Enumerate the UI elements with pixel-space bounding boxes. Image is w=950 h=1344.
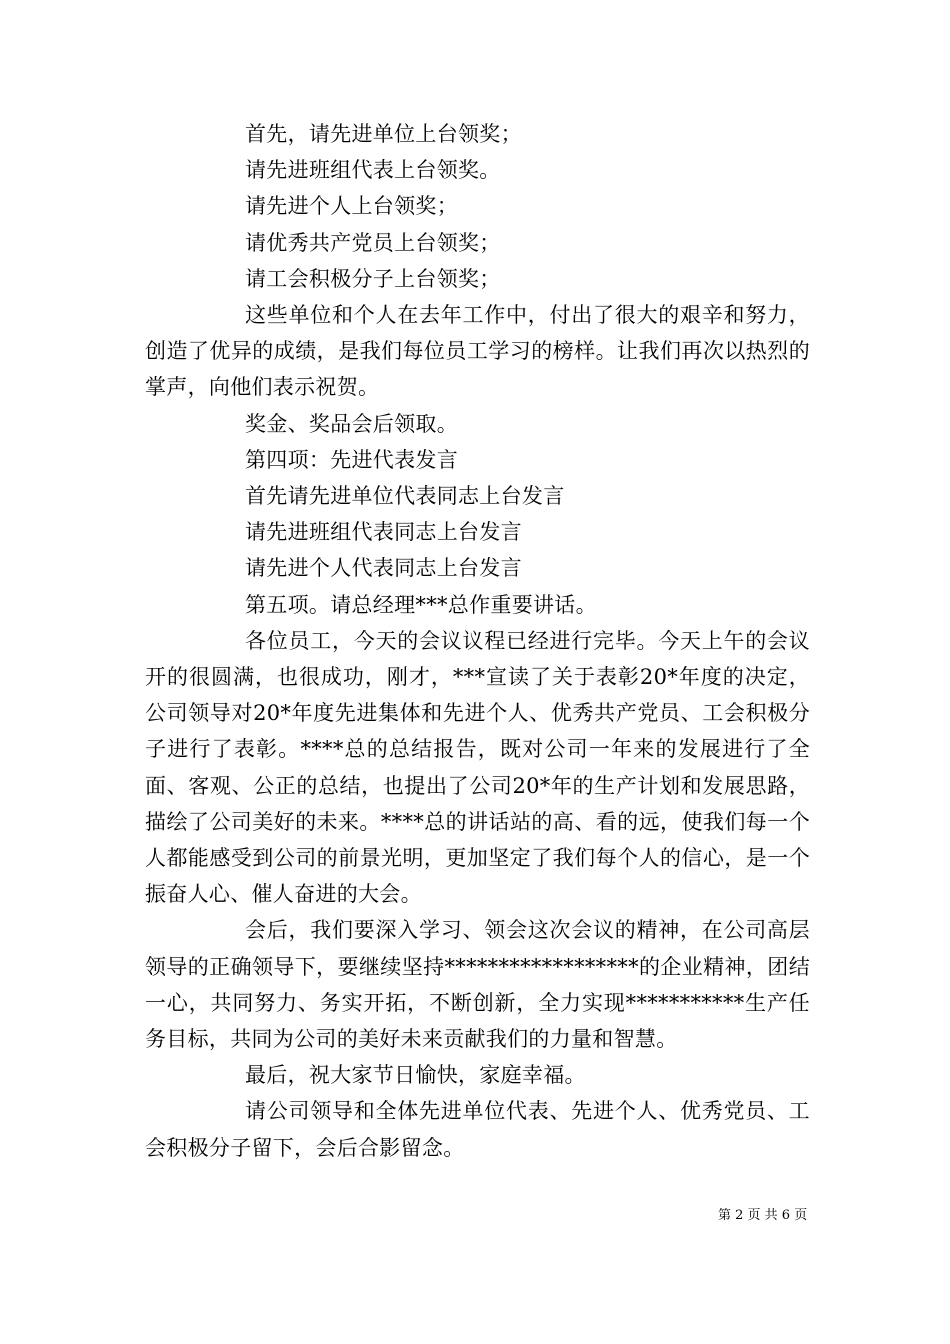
paragraph: 请工会积极分子上台领奖； [245,266,501,291]
paragraph: 请公司领导和全体先进单位代表、先进个人、优秀党员、工会积极分子留下，会后合影留念。 [145,1099,810,1160]
paragraph: 奖金、奖品会后领取。 [245,411,458,436]
paragraph: 首先请先进单位代表同志上台发言 [245,484,565,509]
document-body [145,116,810,1166]
paragraph: 请先进个人上台领奖； [245,194,458,219]
paragraph: 请先进班组代表同志上台发言 [245,520,522,545]
section-heading: 第四项：先进代表发言 [245,447,458,472]
section-heading: 第五项。请总经理***总作重要讲话。 [245,592,597,617]
paragraph: 各位员工，今天的会议议程已经进行完毕。今天上午的会议开的很圆满，也很成功，刚才，***宣读了关于表彰20*年度的决定，公司领导对20*年度先进集体和先进个人、优秀共产党员、工会积极分子进行了表彰。****总的总结报告，既对公司一年来的发展进行了全面、客观、公正的总结，也提出了公司20*年的生产计划和发展思路，描绘了公司美好的未来。****总的讲话站的高、看的远，使我们每一个人都能感受到公司的前景光明，更加坚定了我们每个人的信心，是一个振奋人心、催人奋进的大会。 [145,628,810,907]
paragraph: 首先，请先进单位上台领奖； [245,122,522,146]
paragraph: 请先进班组代表上台领奖。 [245,158,501,183]
paragraph: 这些单位和个人在去年工作中，付出了很大的艰辛和努力，创造了优异的成绩，是我们每位员工学习的榜样。让我们再次以热烈的掌声，向他们表示祝贺。 [145,303,810,400]
paragraph: 请先进个人代表同志上台发言 [245,556,522,581]
page-number-footer: 第 2 页 共 6 页 [718,1208,808,1223]
paragraph: 请优秀共产党员上台领奖； [245,230,501,255]
paragraph: 最后，祝大家节日愉快，家庭幸福。 [245,1063,586,1088]
paragraph: 会后，我们要深入学习、领会这次会议的精神，在公司高层领导的正确领导下，要继续坚持******************的企业精神，团结一心，共同努力、务实开拓，不断创新，全力实现***********生产任务目标，共同为公司的美好未来贡献我们的力量和智慧。 [145,918,810,1052]
